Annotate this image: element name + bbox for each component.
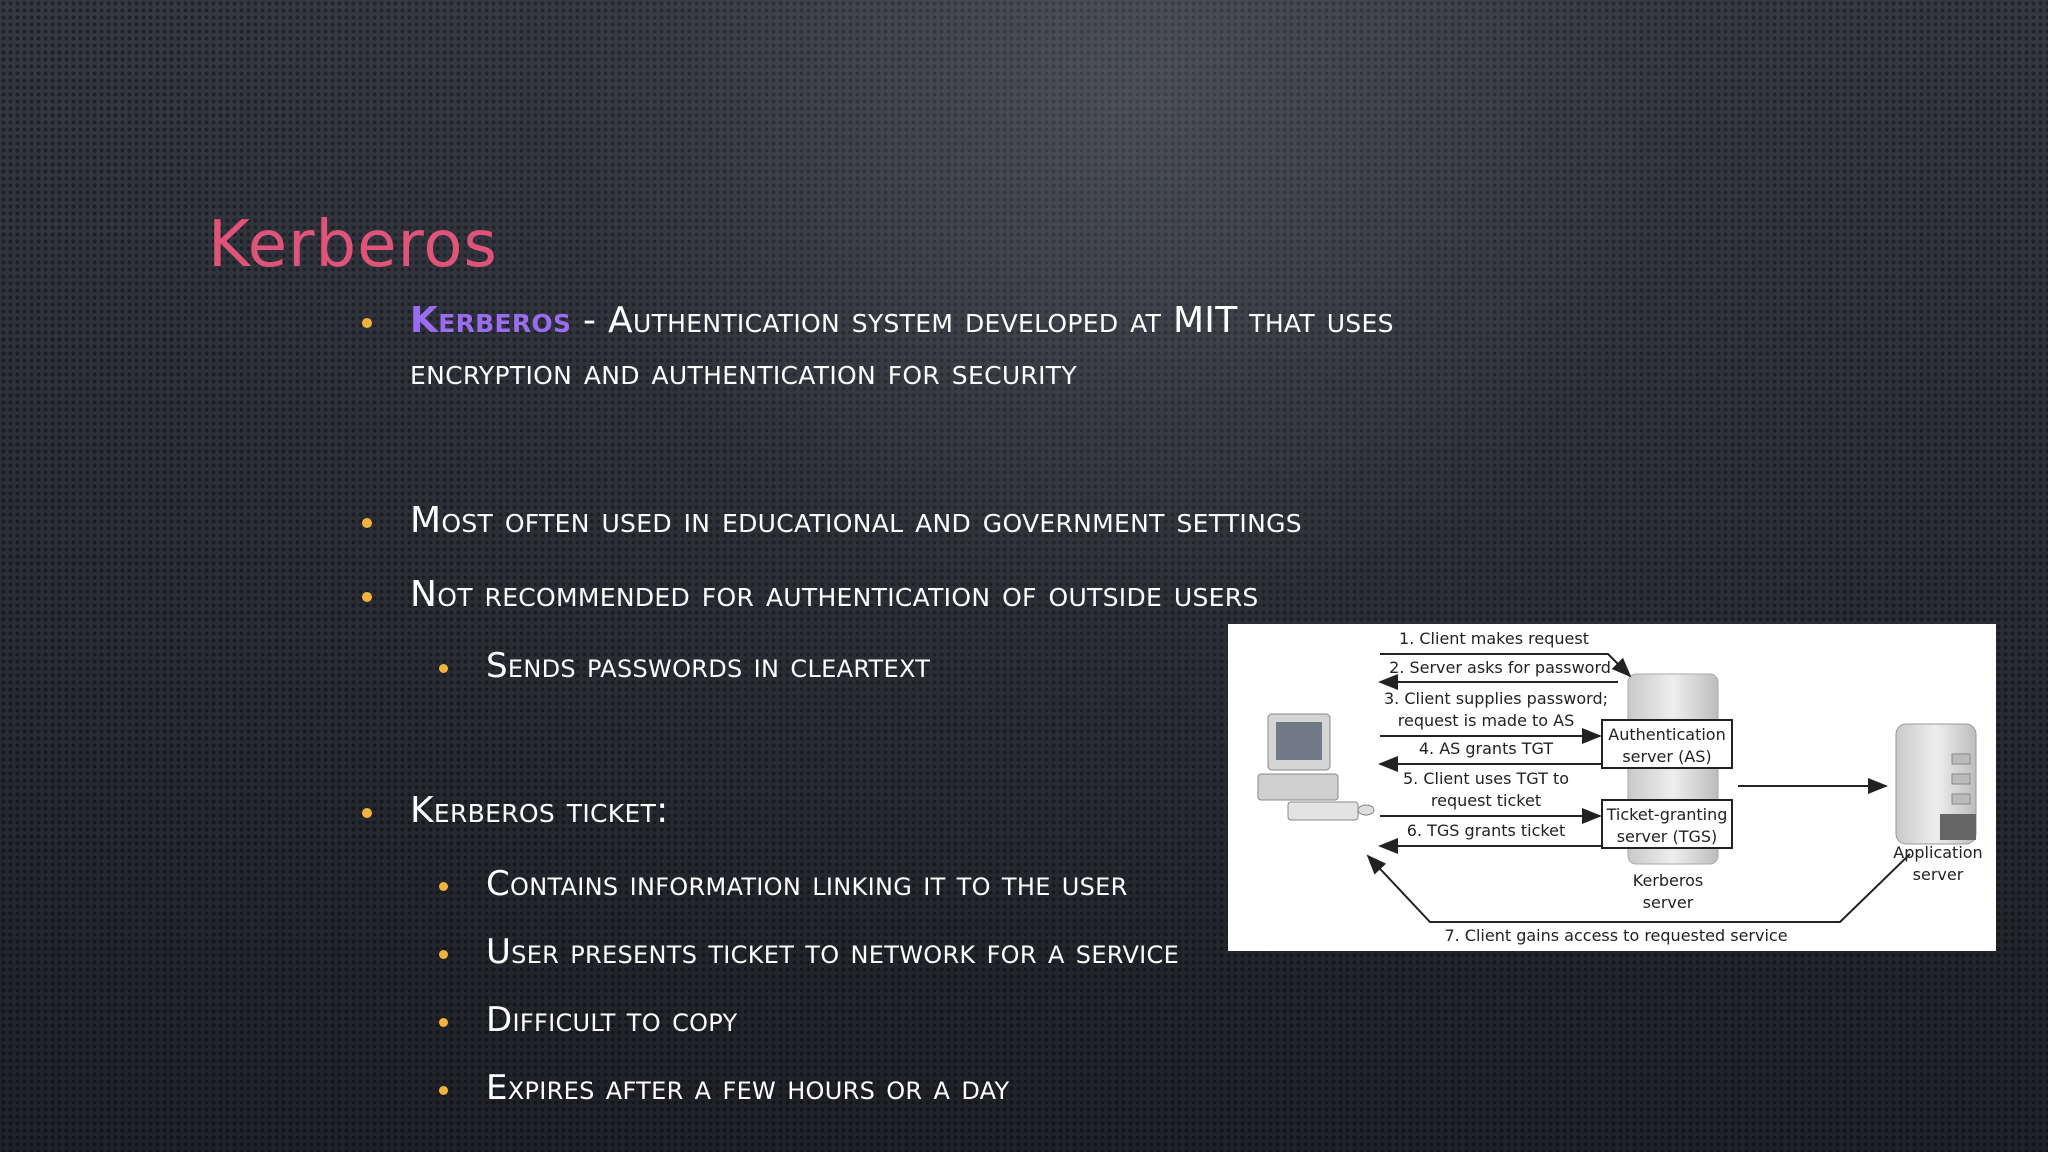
tgs-box-line1: Ticket-granting	[1606, 805, 1728, 824]
step-3-line2: request is made to AS	[1397, 711, 1575, 730]
slide-title: Kerberos	[208, 208, 498, 282]
bullet-dot	[439, 1018, 448, 1027]
step-6: 6. TGS grants ticket	[1406, 821, 1566, 840]
bullet-not-recommended: Not recommended for authentication of outside users	[410, 574, 1259, 615]
kerberos-label-1: Kerberos	[1632, 871, 1704, 890]
bullet-dot	[362, 592, 372, 602]
bullet-kerberos-definition	[410, 300, 1394, 341]
application-server-icon	[1896, 724, 1976, 844]
bullet-dot	[439, 1086, 448, 1095]
step-7: 7. Client gains access to requested service	[1444, 926, 1788, 945]
kerberos-label-2: server	[1642, 893, 1694, 912]
sub-bullet-copy: Difficult to copy	[486, 1000, 738, 1040]
kerberos-flow-svg	[1228, 624, 1996, 951]
bullet-dot	[362, 318, 372, 328]
as-box-line1: Authentication	[1608, 725, 1726, 744]
kerberos-diagram	[1228, 624, 1996, 951]
sub-bullet-linking: Contains information linking it to the user	[486, 864, 1128, 904]
bullet-dot	[439, 882, 448, 891]
bullet-kerberos-definition-continued: encryption and authentication for security	[410, 352, 1077, 393]
step-2: 2. Server asks for password	[1389, 658, 1611, 677]
client-computer-icon	[1258, 714, 1374, 820]
sub-bullet-expires: Expires after a few hours or a day	[486, 1068, 1010, 1108]
bullet-dot	[439, 664, 448, 673]
bullet-kerberos-ticket: Kerberos ticket:	[410, 790, 669, 831]
sub-bullet-cleartext: Sends passwords in cleartext	[486, 646, 931, 686]
app-label-1: Application	[1893, 843, 1983, 862]
step-1: 1. Client makes request	[1399, 629, 1589, 648]
bullet-dot	[362, 518, 372, 528]
kerberos-term: Kerberos	[410, 300, 572, 341]
sub-bullet-presents: User presents ticket to network for a service	[486, 932, 1180, 972]
step-5-line2: request ticket	[1430, 791, 1542, 810]
bullet-dot	[439, 950, 448, 959]
step-5-line1: 5. Client uses TGT to	[1402, 769, 1570, 788]
step-4: 4. AS grants TGT	[1418, 739, 1554, 758]
bullet-dot	[362, 808, 372, 818]
app-label-2: server	[1912, 865, 1964, 884]
bullet-usage: Most often used in educational and government settings	[410, 500, 1302, 541]
step-3-line1: 3. Client supplies password;	[1383, 689, 1609, 708]
as-box-line2: server (AS)	[1622, 747, 1712, 766]
tgs-box-line2: server (TGS)	[1616, 827, 1718, 846]
definition-text: - Authentication system developed at MIT that uses	[571, 300, 1394, 341]
